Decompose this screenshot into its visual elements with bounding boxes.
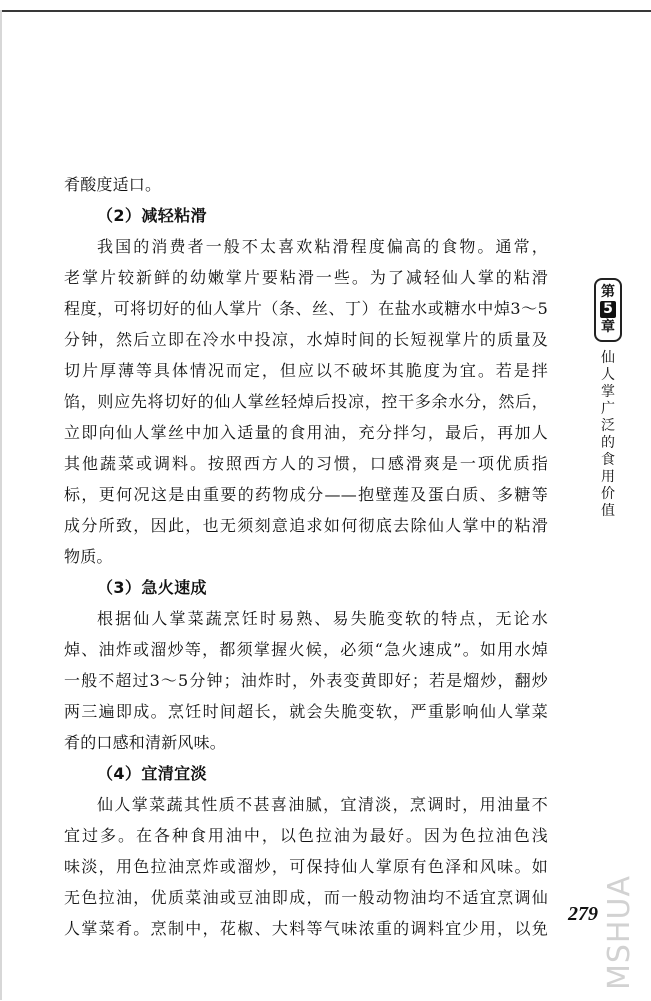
section-heading-light-flavor: （4）宜清宜淡 — [97, 764, 207, 783]
paragraph-line: 两三遍即成。烹饪时间超长，就会失脆变软，严重影响仙人掌菜 — [64, 702, 548, 721]
paragraph-line: 分钟，然后立即在冷水中投凉，水焯时间的长短视掌片的质量及 — [64, 330, 548, 349]
paragraph-line: 成分所致，因此，也无须刻意追求如何彻底去除仙人掌中的粘滑 — [64, 516, 548, 535]
paragraph-line: 程度，可将切好的仙人掌片（条、丝、丁）在盐水或糖水中焯3～5 — [64, 299, 548, 318]
page-number: 279 — [568, 903, 598, 925]
paragraph-line: 仙人掌菜蔬其性质不甚喜油腻，宜清淡，烹调时，用油量不 — [97, 795, 548, 814]
paragraph-line: 切片厚薄等具体情况而定，但应以不破坏其脆度为宜。若是拌 — [64, 361, 548, 380]
top-rule — [0, 10, 651, 12]
chapter-badge — [594, 278, 622, 342]
paragraph-line-end: 物质。 — [64, 547, 113, 566]
paragraph-line: 立即向仙人掌丝中加入适量的食用油，充分拌匀，最后，再加人 — [64, 423, 548, 442]
paragraph-line: 其他蔬菜或调料。按照西方人的习惯，口感滑爽是一项优质指 — [64, 454, 548, 473]
paragraph-line: 标，更何况这是由重要的药物成分——抱壁莲及蛋白质、多糖等 — [64, 485, 548, 504]
paragraph-line: 无色拉油，优质菜油或豆油即成，而一般动物油均不适宜烹调仙 — [64, 888, 548, 907]
chapter-vertical-title: 仙人掌广泛的食用价值 — [601, 350, 615, 519]
paragraph-line: 我国的消费者一般不太喜欢粘滑程度偏高的食物。通常， — [97, 237, 548, 256]
section-heading-reduce-slipperiness: （2）减轻粘滑 — [97, 206, 207, 225]
chapter-prefix: 第 — [601, 284, 615, 300]
paragraph-line: 味淡，用色拉油烹炸或溜炒，可保持仙人掌原有色泽和风味。如 — [64, 857, 548, 876]
text-line-continuation: 肴酸度适口。 — [64, 175, 162, 194]
paragraph-line: 一般不超过3～5分钟；油炸时，外表变黄即好；若是熘炒，翻炒 — [64, 671, 548, 690]
paragraph-line: 馅，则应先将切好的仙人掌丝轻焯后投凉，控干多余水分，然后， — [64, 392, 548, 411]
paragraph-line: 根据仙人掌菜蔬烹饪时易熟、易失脆变软的特点，无论水 — [97, 609, 548, 628]
paragraph-line: 老掌片较新鲜的幼嫩掌片要粘滑一些。为了减轻仙人掌的粘滑 — [64, 268, 548, 287]
chapter-suffix: 章 — [601, 319, 615, 335]
paragraph-line: 焯、油炸或溜炒等，都须掌握火候，必须“急火速成”。如用水焯 — [64, 640, 548, 659]
chapter-side-tab — [588, 278, 628, 520]
watermark: MSHUA — [602, 875, 637, 990]
paragraph-line: 宜过多。在各种食用油中，以色拉油为最好。因为色拉油色浅 — [64, 826, 548, 845]
page-edge-shadow — [0, 10, 2, 1000]
page-body — [64, 170, 548, 938]
section-heading-quick-fire: （3）急火速成 — [97, 578, 207, 597]
paragraph-line-end: 肴的口感和清新风味。 — [64, 733, 227, 752]
chapter-number: 5 — [600, 301, 616, 318]
paragraph-line: 人掌菜肴。烹制中，花椒、大料等气味浓重的调料宜少用，以免 — [64, 919, 548, 938]
